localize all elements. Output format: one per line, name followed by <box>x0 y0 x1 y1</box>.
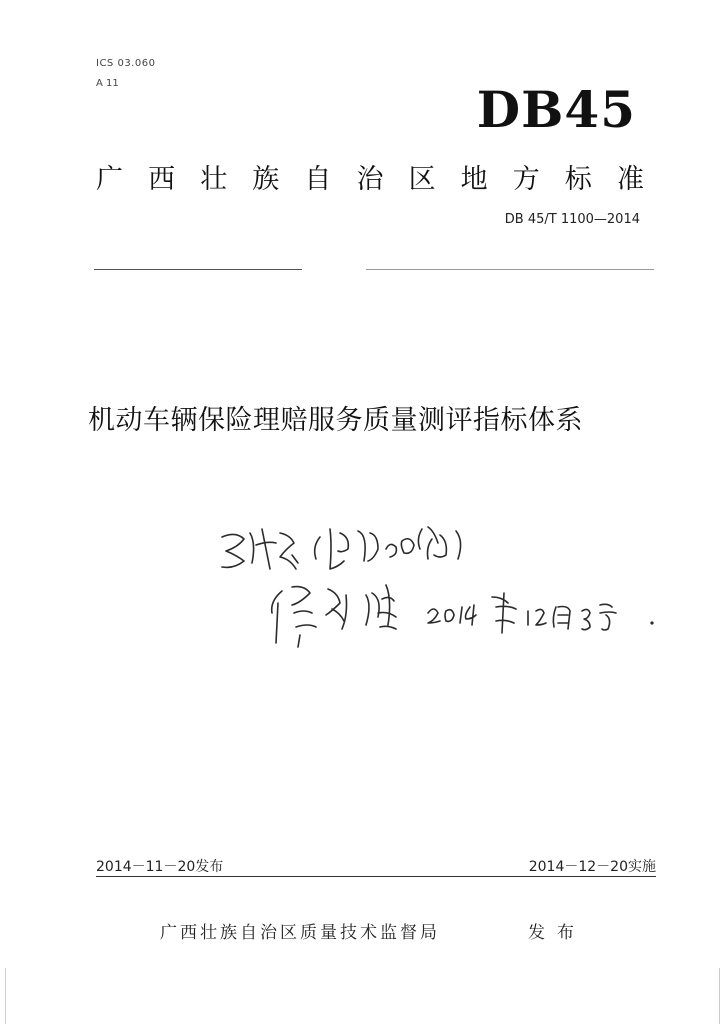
standard-type-char: 壮 <box>200 164 228 195</box>
standard-type-char: 族 <box>252 164 280 195</box>
standard-code-mark: DB45 <box>476 80 636 139</box>
standard-type-char: 区 <box>408 164 436 195</box>
standard-number: DB 45/T 1100—2014 <box>504 212 640 227</box>
publish-date: 2014－11－20发布 <box>96 859 224 875</box>
classification-code: A 11 <box>96 78 119 89</box>
standard-type-char: 西 <box>148 164 176 195</box>
standard-type-char: 地 <box>460 164 488 195</box>
scan-edge-left <box>5 968 6 1024</box>
standard-type-char: 方 <box>512 164 540 195</box>
issuing-authority: 广西壮族自治区质量技术监督局 <box>160 923 440 943</box>
standard-type-char: 广 <box>96 164 123 195</box>
implementation-date: 2014－12－20实施 <box>528 859 656 875</box>
standard-type-heading <box>96 157 644 196</box>
document-title: 机动车辆保险理赔服务质量测评指标体系 <box>88 405 583 436</box>
ics-code: ICS 03.060 <box>96 58 156 69</box>
standard-type-char: 准 <box>616 164 644 195</box>
standard-type-char: 标 <box>564 164 592 195</box>
scan-edge-right <box>719 968 720 1024</box>
standard-type-char: 治 <box>356 164 384 195</box>
handwritten-signature <box>200 515 680 655</box>
header-rule-left <box>94 269 302 270</box>
standard-type-char: 自 <box>304 164 332 195</box>
header-rule-right <box>366 269 654 270</box>
issue-verb: 发布 <box>528 923 586 943</box>
date-rule <box>96 876 656 877</box>
